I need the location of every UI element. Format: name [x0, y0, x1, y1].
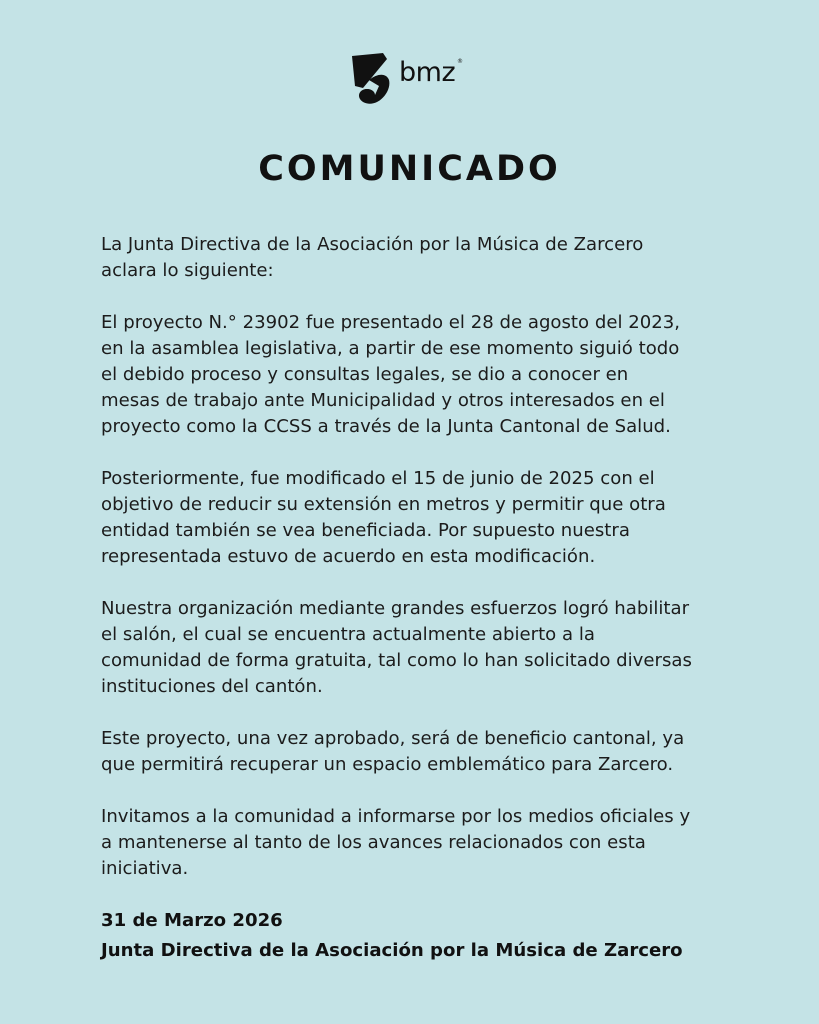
paragraph-line: Nuestra organización mediante grandes esfuerzos logró habilitar: [101, 598, 690, 619]
paragraph-line: comunidad de forma gratuita, tal como lo han solicitado diversas: [101, 650, 692, 671]
signature-block: [101, 906, 781, 966]
bmz-note-icon: [349, 50, 399, 106]
paragraph: [101, 726, 741, 778]
paragraph-line: objetivo de reducir su extensión en metros y permitir que otra: [101, 494, 666, 515]
trademark-symbol: ®: [457, 58, 463, 65]
signature-organization: Junta Directiva de la Asociación por la Música de Zarcero: [101, 940, 683, 961]
paragraph-line: a mantenerse al tanto de los avances relacionados con esta: [101, 832, 646, 853]
paragraph-line: en la asamblea legislativa, a partir de ese momento siguió todo: [101, 338, 680, 359]
paragraph-line: que permitirá recuperar un espacio emblemático para Zarcero.: [101, 754, 674, 775]
paragraph: [101, 804, 741, 882]
paragraph-line: entidad también se vea beneficiada. Por supuesto nuestra: [101, 520, 630, 541]
paragraph-line: Posteriormente, fue modificado el 15 de junio de 2025 con el: [101, 468, 655, 489]
paragraph-line: Invitamos a la comunidad a informarse por los medios oficiales y: [101, 806, 691, 827]
paragraph-line: El proyecto N.° 23902 fue presentado el 28 de agosto del 2023,: [101, 312, 681, 333]
paragraph-line: representada estuvo de acuerdo en esta modificación.: [101, 546, 596, 567]
paragraph-line: el debido proceso y consultas legales, se dio a conocer en: [101, 364, 629, 385]
paragraph-line: Este proyecto, una vez aprobado, será de beneficio cantonal, ya: [101, 728, 685, 749]
paragraph-line: el salón, el cual se encuentra actualmente abierto a la: [101, 624, 595, 645]
paragraph: [101, 466, 741, 570]
paragraph: [101, 596, 741, 700]
paragraph: [101, 310, 741, 440]
paragraph-line: aclara lo siguiente:: [101, 260, 274, 281]
brand-name: bmz: [399, 57, 456, 88]
page-title: COMUNICADO: [258, 149, 561, 189]
paragraph: [101, 232, 741, 284]
paragraph-line: La Junta Directiva de la Asociación por la Música de Zarcero: [101, 234, 644, 255]
bmz-logo: [349, 50, 479, 106]
paragraph-line: instituciones del cantón.: [101, 676, 323, 697]
communique-body: [101, 232, 741, 908]
paragraph-line: iniciativa.: [101, 858, 189, 879]
signature-date: 31 de Marzo 2026: [101, 910, 283, 931]
paragraph-line: mesas de trabajo ante Municipalidad y otros interesados en el: [101, 390, 665, 411]
paragraph-line: proyecto como la CCSS a través de la Junta Cantonal de Salud.: [101, 416, 671, 437]
